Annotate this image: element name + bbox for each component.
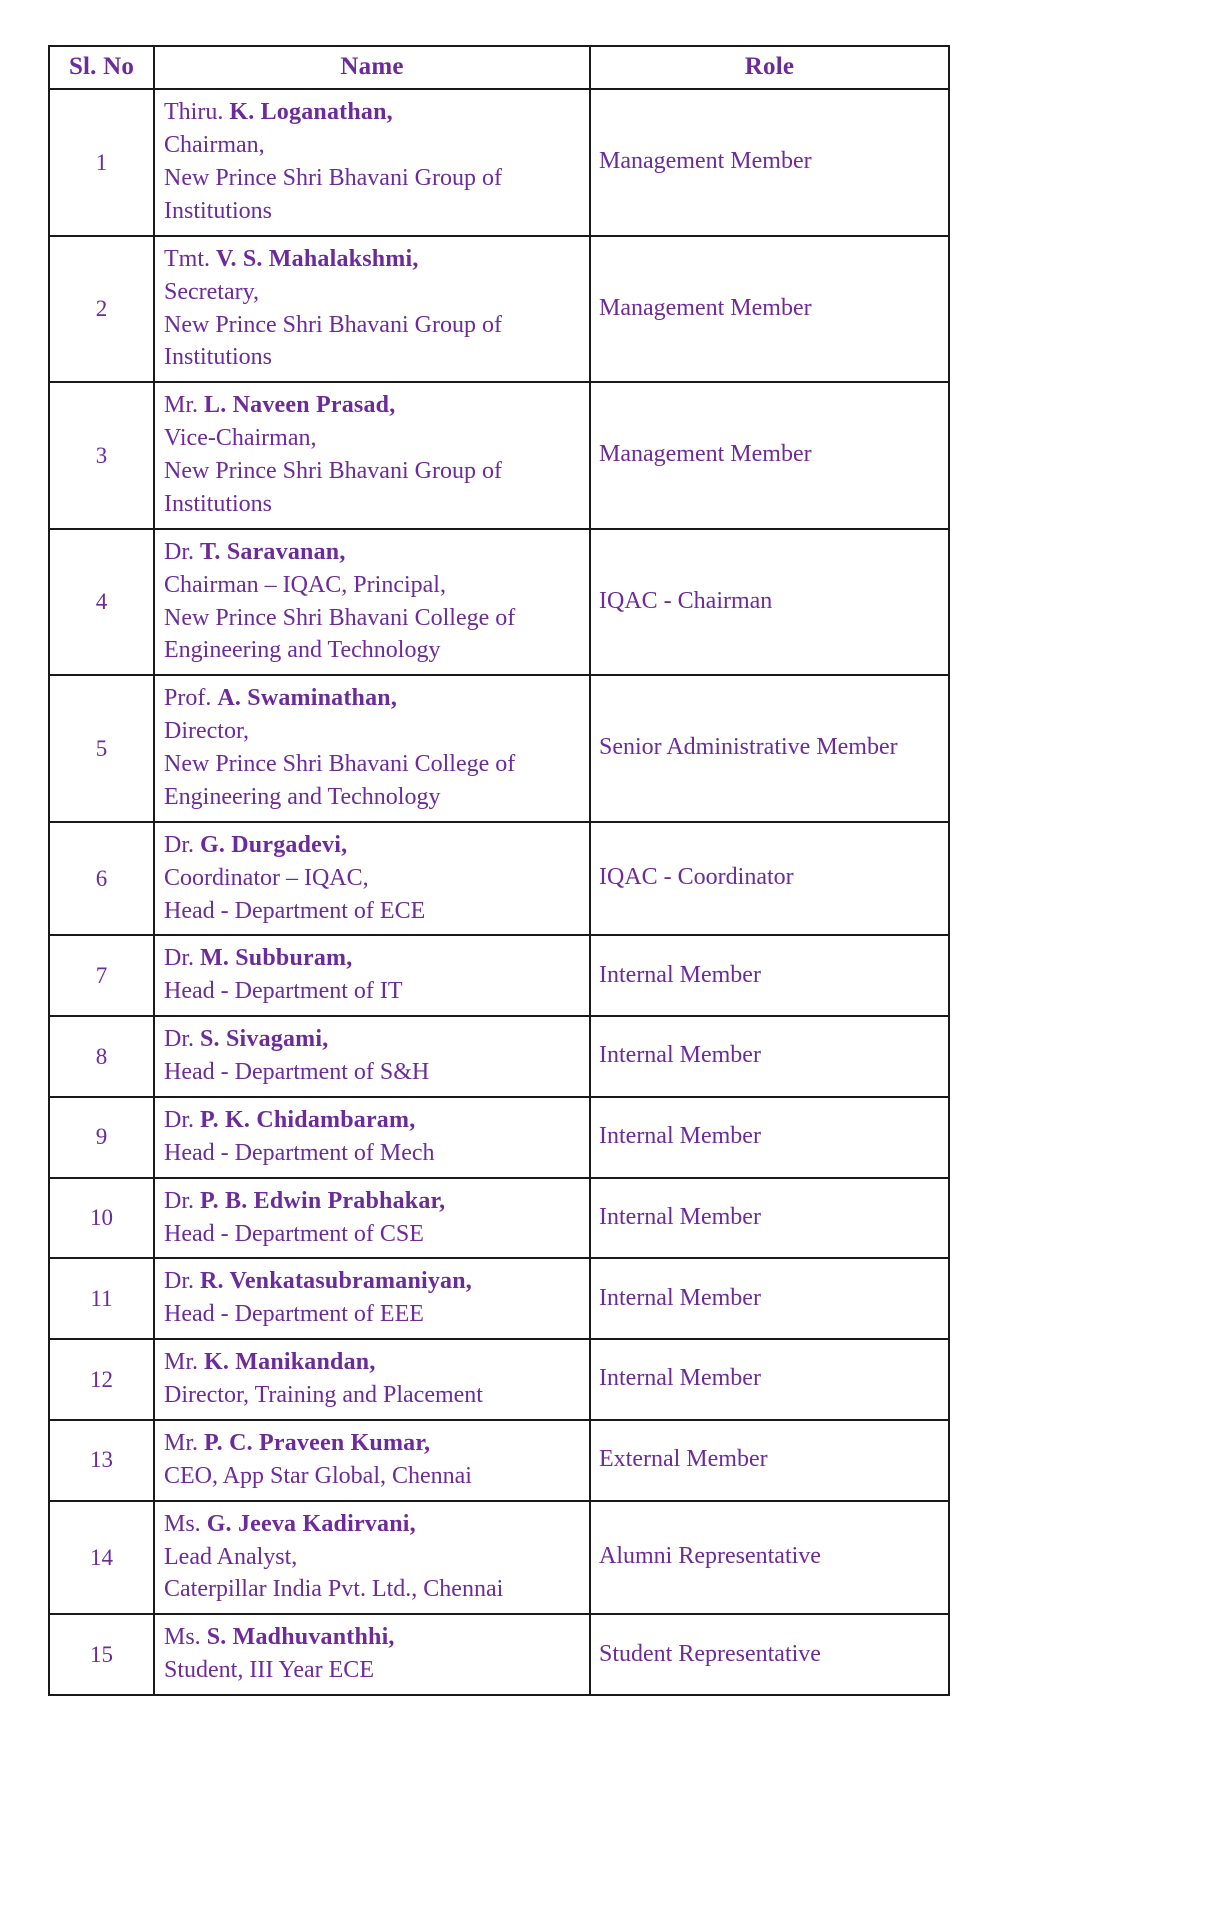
cell-name xyxy=(154,1501,590,1615)
cell-name xyxy=(154,529,590,676)
member-detail-line: Chairman – IQAC, Principal, xyxy=(164,571,446,598)
table-row xyxy=(49,1420,949,1501)
member-detail-line: New Prince Shri Bhavani College of xyxy=(164,751,516,777)
table-body xyxy=(49,89,949,1695)
cell-role: Management Member xyxy=(590,89,949,236)
member-honorific: Ms. xyxy=(164,1624,201,1651)
column-header-sl-no: Sl. No xyxy=(49,46,154,89)
table-row xyxy=(49,89,949,236)
cell-role: IQAC - Coordinator xyxy=(590,822,949,936)
member-name: G. Jeeva Kadirvani, xyxy=(206,1510,416,1537)
member-detail-line: New Prince Shri Bhavani College of xyxy=(164,604,516,631)
member-honorific: Mr. xyxy=(164,1349,199,1376)
member-detail-line: Engineering and Technology xyxy=(164,637,441,664)
member-name-line xyxy=(164,1104,583,1137)
member-honorific: Ms. xyxy=(164,1510,201,1537)
cell-sl-no: 12 xyxy=(49,1339,154,1420)
cell-role: Internal Member xyxy=(590,1258,949,1339)
member-name: S. Sivagami, xyxy=(200,1026,329,1053)
member-detail-line: Institutions xyxy=(164,197,273,224)
member-name-line xyxy=(164,1508,583,1541)
cell-sl-no: 1 xyxy=(49,89,154,236)
cell-role: Senior Administrative Member xyxy=(590,675,949,822)
member-detail-line: Student, III Year ECE xyxy=(164,1657,374,1684)
member-detail-line: Vice-Chairman, xyxy=(164,425,317,452)
table-row xyxy=(49,1501,949,1615)
cell-name xyxy=(154,822,590,936)
member-honorific: Dr. xyxy=(164,1026,194,1053)
table-row xyxy=(49,236,949,383)
member-detail-line: Director, xyxy=(164,718,249,745)
table-row xyxy=(49,1258,949,1339)
member-detail-line: Head - Department of ECE xyxy=(164,897,426,924)
cell-role: Management Member xyxy=(590,236,949,383)
cell-sl-no: 7 xyxy=(49,935,154,1016)
column-header-role: Role xyxy=(590,46,949,89)
member-honorific: Dr. xyxy=(164,945,194,972)
cell-name xyxy=(154,1614,590,1695)
member-detail-line: Head - Department of EEE xyxy=(164,1301,424,1328)
member-detail-line: Head - Department of IT xyxy=(164,978,403,1005)
cell-role: Alumni Representative xyxy=(590,1501,949,1615)
table-row xyxy=(49,935,949,1016)
cell-name xyxy=(154,382,590,529)
table-row xyxy=(49,1178,949,1259)
cell-sl-no: 2 xyxy=(49,236,154,383)
table-row xyxy=(49,1614,949,1695)
column-header-name: Name xyxy=(154,46,590,89)
member-honorific: Thiru. xyxy=(164,99,224,126)
member-detail-line: Secretary, xyxy=(164,278,260,305)
member-name: R. Venkatasubramaniyan, xyxy=(200,1268,473,1295)
cell-role: IQAC - Chairman xyxy=(590,529,949,676)
cell-role: External Member xyxy=(590,1420,949,1501)
member-detail-line: Institutions xyxy=(164,344,273,371)
member-name-line xyxy=(164,536,583,569)
table-row xyxy=(49,822,949,936)
table-row xyxy=(49,1097,949,1178)
member-honorific: Dr. xyxy=(164,1187,194,1214)
member-name-line xyxy=(164,1621,583,1654)
member-detail-line: New Prince Shri Bhavani Group of xyxy=(164,458,502,484)
table-row xyxy=(49,675,949,822)
cell-sl-no: 11 xyxy=(49,1258,154,1339)
cell-role: Internal Member xyxy=(590,1178,949,1259)
member-name-line xyxy=(164,96,583,129)
cell-role: Student Representative xyxy=(590,1614,949,1695)
member-detail-line: Head - Department of Mech xyxy=(164,1139,435,1166)
member-name-line xyxy=(164,1427,583,1460)
header-row xyxy=(49,46,949,89)
cell-role: Internal Member xyxy=(590,1016,949,1097)
table-row xyxy=(49,382,949,529)
member-detail-line: CEO, App Star Global, Chennai xyxy=(164,1462,472,1489)
cell-name xyxy=(154,1016,590,1097)
member-name: P. C. Praveen Kumar, xyxy=(204,1429,431,1456)
member-detail-line: Head - Department of S&H xyxy=(164,1059,430,1085)
member-name-line xyxy=(164,1265,583,1298)
cell-name xyxy=(154,1339,590,1420)
member-detail-line: Caterpillar India Pvt. Ltd., Chennai xyxy=(164,1576,504,1603)
cell-sl-no: 4 xyxy=(49,529,154,676)
member-honorific: Prof. xyxy=(164,685,212,712)
member-name: A. Swaminathan, xyxy=(217,685,398,712)
member-name: T. Saravanan, xyxy=(200,538,346,565)
member-name-line xyxy=(164,1185,583,1218)
member-detail-line: New Prince Shri Bhavani Group of xyxy=(164,165,502,191)
cell-sl-no: 5 xyxy=(49,675,154,822)
table-header xyxy=(49,46,949,89)
cell-name xyxy=(154,1097,590,1178)
cell-name xyxy=(154,675,590,822)
cell-role: Internal Member xyxy=(590,935,949,1016)
member-name-line xyxy=(164,942,583,975)
member-honorific: Mr. xyxy=(164,1429,199,1456)
member-detail-line: Head - Department of CSE xyxy=(164,1220,424,1247)
member-name: P. K. Chidambaram, xyxy=(200,1106,416,1133)
member-detail-line: Institutions xyxy=(164,490,273,517)
member-detail-line: New Prince Shri Bhavani Group of xyxy=(164,311,502,338)
cell-name xyxy=(154,1420,590,1501)
member-detail-line: Lead Analyst, xyxy=(164,1543,298,1570)
iqac-composition-table xyxy=(48,45,950,1696)
cell-name xyxy=(154,1178,590,1259)
member-honorific: Dr. xyxy=(164,1106,194,1133)
member-honorific: Mr. xyxy=(164,392,199,419)
member-name-line xyxy=(164,243,583,276)
cell-sl-no: 6 xyxy=(49,822,154,936)
member-honorific: Dr. xyxy=(164,538,194,565)
cell-role: Internal Member xyxy=(590,1339,949,1420)
member-name-line xyxy=(164,1346,583,1379)
cell-sl-no: 9 xyxy=(49,1097,154,1178)
member-name: K. Loganathan, xyxy=(229,99,393,126)
member-honorific: Dr. xyxy=(164,831,194,858)
cell-name xyxy=(154,935,590,1016)
member-name: K. Manikandan, xyxy=(204,1349,376,1376)
member-name-line xyxy=(164,829,583,862)
member-name: V. S. Mahalakshmi, xyxy=(216,245,419,272)
member-name-line xyxy=(164,1023,583,1056)
member-name-line xyxy=(164,389,583,422)
cell-role: Management Member xyxy=(590,382,949,529)
member-detail-line: Chairman, xyxy=(164,132,265,159)
member-detail-line: Engineering and Technology xyxy=(164,783,441,810)
member-honorific: Dr. xyxy=(164,1268,194,1295)
cell-sl-no: 10 xyxy=(49,1178,154,1259)
member-name: M. Subburam, xyxy=(200,945,353,972)
cell-sl-no: 8 xyxy=(49,1016,154,1097)
cell-name xyxy=(154,89,590,236)
table-row xyxy=(49,1016,949,1097)
cell-sl-no: 3 xyxy=(49,382,154,529)
member-detail-line: Coordinator – IQAC, xyxy=(164,864,369,891)
member-name: G. Durgadevi, xyxy=(200,831,348,858)
member-name: P. B. Edwin Prabhakar, xyxy=(200,1187,446,1214)
member-name: S. Madhuvanthhi, xyxy=(206,1624,395,1651)
member-detail-line: Director, Training and Placement xyxy=(164,1382,483,1408)
cell-name xyxy=(154,1258,590,1339)
member-honorific: Tmt. xyxy=(164,245,210,272)
table-row xyxy=(49,529,949,676)
cell-role: Internal Member xyxy=(590,1097,949,1178)
cell-sl-no: 14 xyxy=(49,1501,154,1615)
table-row xyxy=(49,1339,949,1420)
cell-sl-no: 15 xyxy=(49,1614,154,1695)
member-name: L. Naveen Prasad, xyxy=(204,392,396,419)
member-name-line xyxy=(164,682,583,715)
cell-name xyxy=(154,236,590,383)
cell-sl-no: 13 xyxy=(49,1420,154,1501)
